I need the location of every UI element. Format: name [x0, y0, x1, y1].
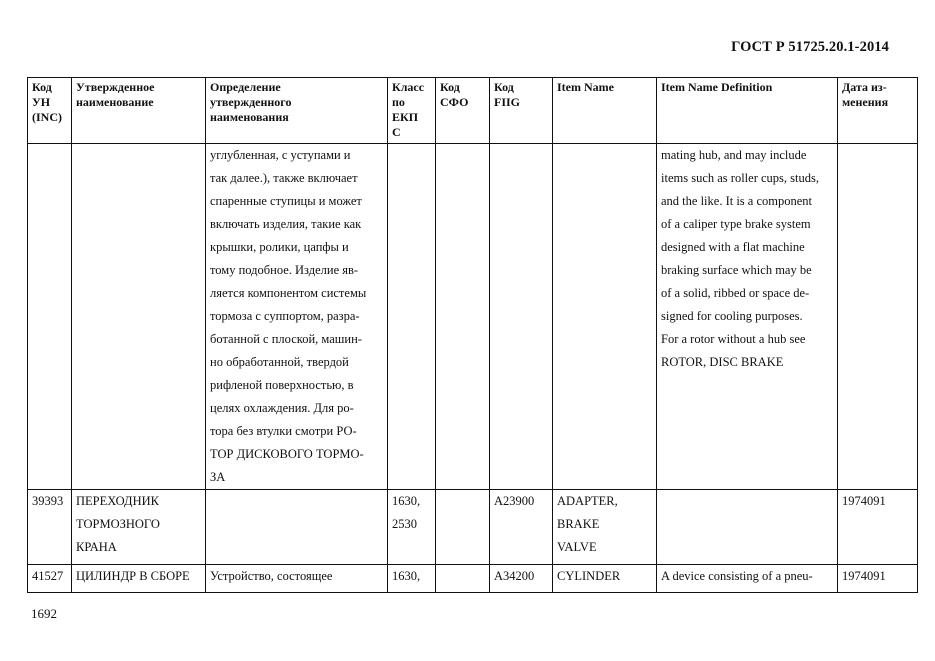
cell-approved-name	[72, 565, 206, 593]
cell-class	[388, 565, 436, 593]
text-line: 1630,	[392, 569, 421, 583]
text-line: спаренные ступицы и может	[210, 194, 362, 208]
text-line: CYLINDER	[557, 569, 621, 583]
cell-approved-name	[72, 144, 206, 490]
text-line: ROTOR, DISC BRAKE	[661, 355, 784, 369]
text-line: and the like. It is a component	[661, 194, 813, 208]
table-row-continuation	[28, 144, 918, 490]
text-line: ЕКП	[392, 110, 419, 124]
cell-inc: 41527	[28, 565, 72, 593]
cell-definition-ru	[206, 565, 388, 593]
text-line: Утвержденное	[76, 80, 155, 94]
nomenclature-table	[27, 77, 918, 593]
text-line: наименования	[210, 110, 289, 124]
text-line: A device consisting of a pneu-	[661, 569, 813, 583]
cell-approved-name	[72, 490, 206, 565]
text-line: тому подобное. Изделие яв-	[210, 263, 359, 277]
cell-definition-ru	[206, 144, 388, 490]
text-line: braking surface which may be	[661, 263, 812, 277]
header-inc	[28, 78, 72, 144]
text-line: Класс	[392, 80, 425, 94]
table-row	[28, 490, 918, 565]
text-line: крышки, ролики, цапфы и	[210, 240, 349, 254]
text-line: С	[392, 125, 401, 139]
cell-item-definition	[657, 565, 838, 593]
text-line: (INC)	[32, 110, 62, 124]
text-line: ЦИЛИНДР В СБОРЕ	[76, 569, 190, 583]
text-line: ЗА	[210, 470, 226, 484]
text-line: VALVE	[557, 540, 597, 554]
table-header-row	[28, 78, 918, 144]
cell-change-date	[838, 144, 918, 490]
text-line: Определение	[210, 80, 281, 94]
text-line: углубленная, с уступами и	[210, 148, 351, 162]
cell-fiig: A34200	[490, 565, 553, 593]
text-line: тормоза с суппортом, разра-	[210, 309, 360, 323]
cell-item-name	[553, 490, 657, 565]
cell-fiig: A23900	[490, 490, 553, 565]
cell-class	[388, 144, 436, 490]
cell-change-date: 1974091	[838, 565, 918, 593]
text-line: FIIG	[494, 95, 521, 109]
cell-sfo	[436, 144, 490, 490]
cell-item-definition	[657, 144, 838, 490]
text-line: ляется компонентом системы	[210, 286, 367, 300]
cell-inc: 39393	[28, 490, 72, 565]
text-line: designed with a flat machine	[661, 240, 805, 254]
text-line: of a solid, ribbed or space de-	[661, 286, 810, 300]
text-line: так далее.), также включает	[210, 171, 358, 185]
cell-item-name	[553, 565, 657, 593]
header-item-definition	[657, 78, 838, 144]
text-line: по	[392, 95, 405, 109]
text-line: СФО	[440, 95, 469, 109]
header-approved-name	[72, 78, 206, 144]
cell-fiig	[490, 144, 553, 490]
text-line: ТОР ДИСКОВОГО ТОРМО-	[210, 447, 364, 461]
text-line: тора без втулки смотри РО-	[210, 424, 357, 438]
text-line: 1630,	[392, 494, 421, 508]
text-line: целях охлаждения. Для ро-	[210, 401, 354, 415]
header-fiig	[490, 78, 553, 144]
text-line: УН	[32, 95, 51, 109]
document-standard-number: ГОСТ Р 51725.20.1-2014	[731, 39, 889, 55]
text-line: Item Name	[557, 80, 614, 94]
text-line: For a rotor without a hub see	[661, 332, 806, 346]
text-line: Устройство, состоящее	[210, 569, 333, 583]
cell-definition-ru	[206, 490, 388, 565]
cell-sfo	[436, 565, 490, 593]
text-line: mating hub, and may include	[661, 148, 807, 162]
text-line: КРАНА	[76, 540, 117, 554]
text-line: Код	[32, 80, 52, 94]
text-line: Item Name Definition	[661, 80, 773, 94]
cell-class	[388, 490, 436, 565]
cell-item-name	[553, 144, 657, 490]
header-class	[388, 78, 436, 144]
text-line: наименование	[76, 95, 154, 109]
cell-sfo	[436, 490, 490, 565]
text-line: ТОРМОЗНОГО	[76, 517, 160, 531]
text-line: рифленой поверхностью, в	[210, 378, 354, 392]
cell-inc	[28, 144, 72, 490]
text-line: но обработанной, твердой	[210, 355, 349, 369]
cell-item-definition	[657, 490, 838, 565]
text-line: 2530	[392, 517, 417, 531]
page-number: 1692	[31, 606, 57, 621]
text-line: включать изделия, такие как	[210, 217, 362, 231]
text-line: Код	[494, 80, 514, 94]
text-line: ПЕРЕХОДНИК	[76, 494, 159, 508]
text-line: BRAKE	[557, 517, 600, 531]
table-row	[28, 565, 918, 593]
text-line: of a caliper type brake system	[661, 217, 811, 231]
text-line: Код	[440, 80, 460, 94]
header-change-date	[838, 78, 918, 144]
text-line: ADAPTER,	[557, 494, 618, 508]
text-line: Дата из-	[842, 80, 887, 94]
text-line: items such as roller cups, studs,	[661, 171, 819, 185]
header-sfo	[436, 78, 490, 144]
header-item-name	[553, 78, 657, 144]
text-line: signed for cooling purposes.	[661, 309, 803, 323]
header-definition-ru	[206, 78, 388, 144]
text-line: утвержденного	[210, 95, 292, 109]
cell-change-date: 1974091	[838, 490, 918, 565]
text-line: ботанной с плоской, машин-	[210, 332, 362, 346]
text-line: менения	[842, 95, 889, 109]
